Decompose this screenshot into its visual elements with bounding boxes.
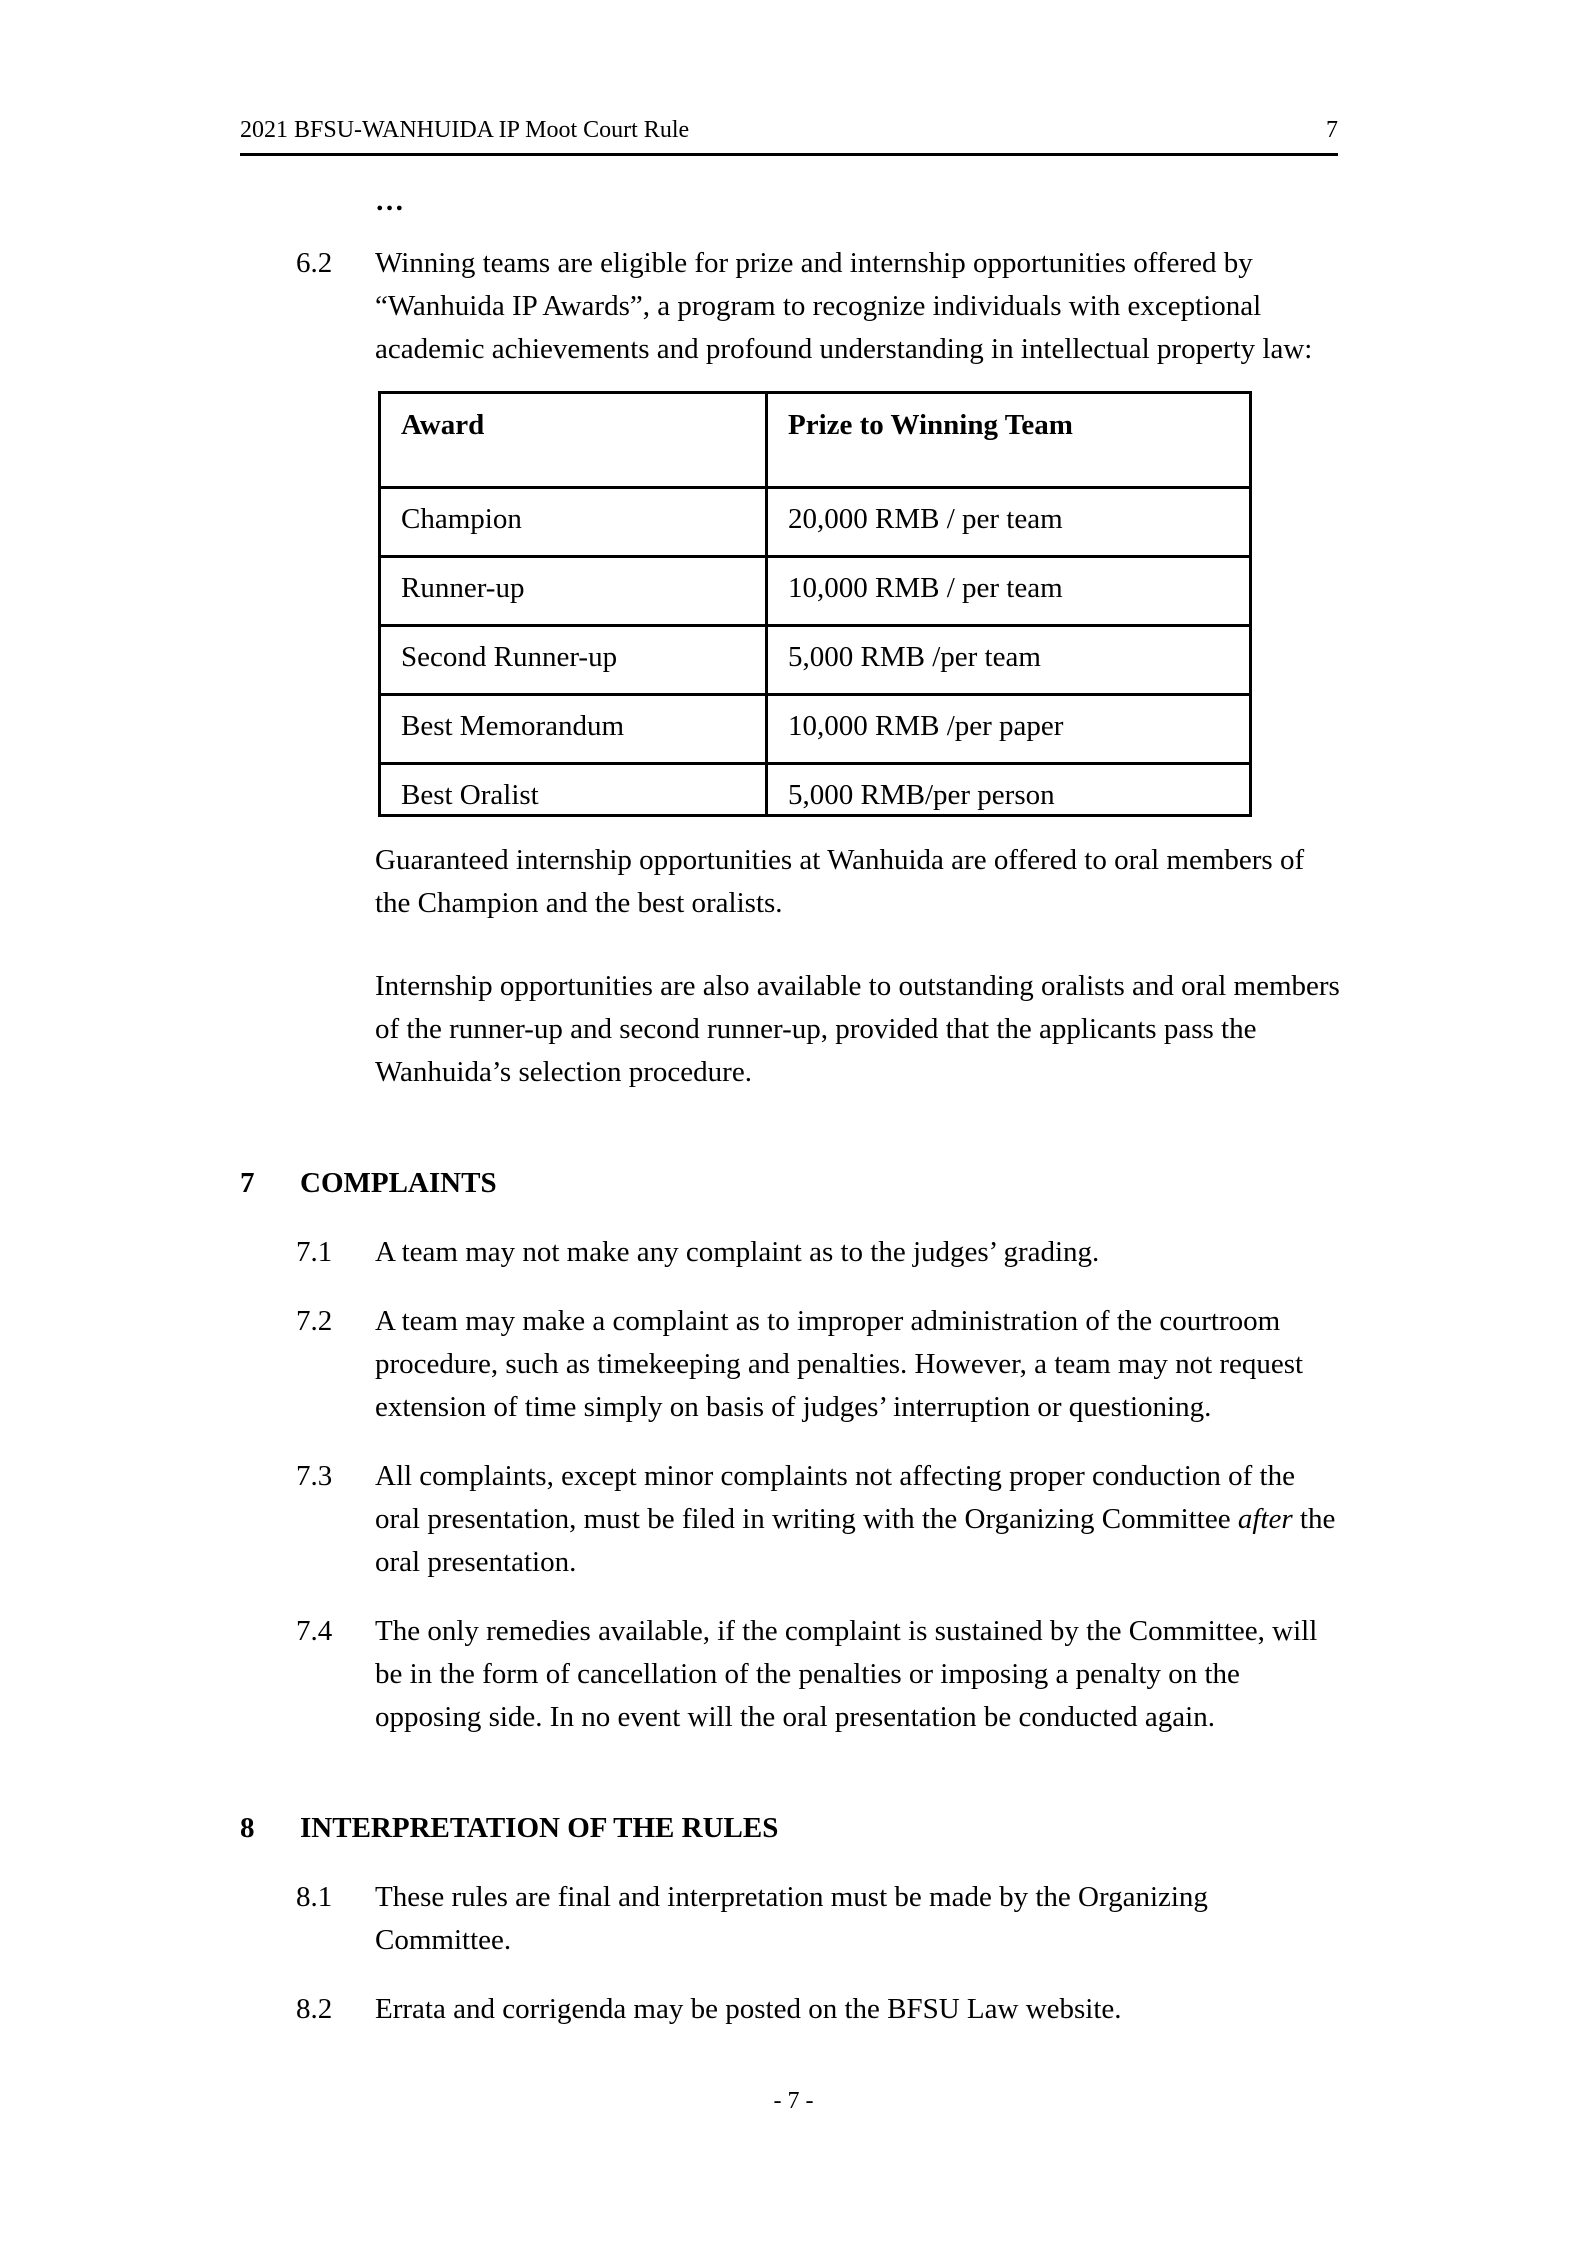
item-7-3	[296, 1455, 1338, 1584]
award-cell: Second Runner-up	[380, 626, 767, 695]
award-cell: Champion	[380, 488, 767, 557]
item-8-1	[296, 1876, 1338, 1962]
section-title: COMPLAINTS	[300, 1167, 497, 1199]
item-text: The only remedies available, if the complaint is sustained by the Committee, will be in the form of cancellation of the penalties or imposing a penalty on the opposing side. In no event will the oral presentation be conducted again.	[375, 1615, 1318, 1733]
prize-cell: 5,000 RMB/per person	[767, 764, 1251, 816]
item-6-2	[296, 242, 1338, 371]
item-text: Winning teams are eligible for prize and internship opportunities offered by “Wanhuida IP Awards”, a program to recognize individuals with exceptional academic achievements and profound understanding in intellectual property law:	[375, 247, 1313, 365]
page-header	[240, 116, 1338, 156]
section-7-heading	[240, 1162, 1338, 1205]
footer-page-number: - 7 -	[773, 2088, 814, 2114]
item-text	[375, 1455, 1338, 1584]
item-text-segment: the oral presentation.	[375, 1503, 1336, 1578]
award-cell: Best Memorandum	[380, 695, 767, 764]
item-7-1	[296, 1231, 1338, 1274]
award-cell: Best Oralist	[380, 764, 767, 816]
section-number: 8	[240, 1812, 255, 1844]
item-number: 7.4	[296, 1615, 333, 1647]
section-title: INTERPRETATION OF THE RULES	[300, 1812, 779, 1844]
italic-term: after	[1237, 1503, 1293, 1535]
table-row	[380, 626, 1251, 695]
prize-cell: 10,000 RMB /per paper	[767, 695, 1251, 764]
continuation-ellipsis: …	[375, 185, 404, 217]
prize-column-header: Prize to Winning Team	[767, 393, 1251, 488]
section-8-heading	[240, 1807, 1338, 1850]
item-8-2	[296, 1988, 1338, 2031]
item-text: These rules are final and interpretation must be made by the Organizing Committee.	[375, 1881, 1208, 1956]
item-text: Errata and corrigenda may be posted on the BFSU Law website.	[375, 1993, 1122, 2025]
item-7-4	[296, 1610, 1338, 1739]
prize-cell: 10,000 RMB / per team	[767, 557, 1251, 626]
table-header-row	[380, 393, 1251, 488]
item-number: 7.3	[296, 1460, 333, 1492]
award-column-header: Award	[380, 393, 767, 488]
table-row	[380, 764, 1251, 816]
item-text: A team may make a complaint as to improper administration of the courtroom procedure, such as timekeeping and penalties. However, a team may not request extension of time simply on basis of judges’ interruption or questioning.	[375, 1305, 1304, 1423]
paragraph-guaranteed-internship: Guaranteed internship opportunities at Wanhuida are offered to oral members of the Champion and the best oralists.	[375, 844, 1305, 919]
table-row	[380, 488, 1251, 557]
item-number: 7.2	[296, 1305, 333, 1337]
item-number: 6.2	[296, 247, 333, 279]
page-body	[240, 186, 1338, 2031]
section-number: 7	[240, 1167, 255, 1199]
paragraph-internship-opportunities: Internship opportunities are also available to outstanding oralists and oral members of the runner-up and second runner-up, provided that the applicants pass the Wanhuida’s selection procedure.	[375, 970, 1340, 1088]
item-7-2	[296, 1300, 1338, 1429]
item-number: 8.2	[296, 1993, 333, 2025]
item-text-segment: All complaints, except minor complaints not affecting proper conduction of the oral presentation, must be filed in writing with the Organizing Committee	[375, 1460, 1295, 1535]
page-footer	[0, 2088, 1587, 2115]
item-number: 7.1	[296, 1236, 333, 1268]
item-number: 8.1	[296, 1881, 333, 1913]
awards-table	[378, 391, 1252, 817]
table-row	[380, 557, 1251, 626]
prize-cell: 5,000 RMB /per team	[767, 626, 1251, 695]
item-text: A team may not make any complaint as to the judges’ grading.	[375, 1236, 1100, 1268]
header-title: 2021 BFSU-WANHUIDA IP Moot Court Rule	[240, 117, 690, 143]
prize-cell: 20,000 RMB / per team	[767, 488, 1251, 557]
header-page-number: 7	[1326, 117, 1338, 143]
award-cell: Runner-up	[380, 557, 767, 626]
table-row	[380, 695, 1251, 764]
